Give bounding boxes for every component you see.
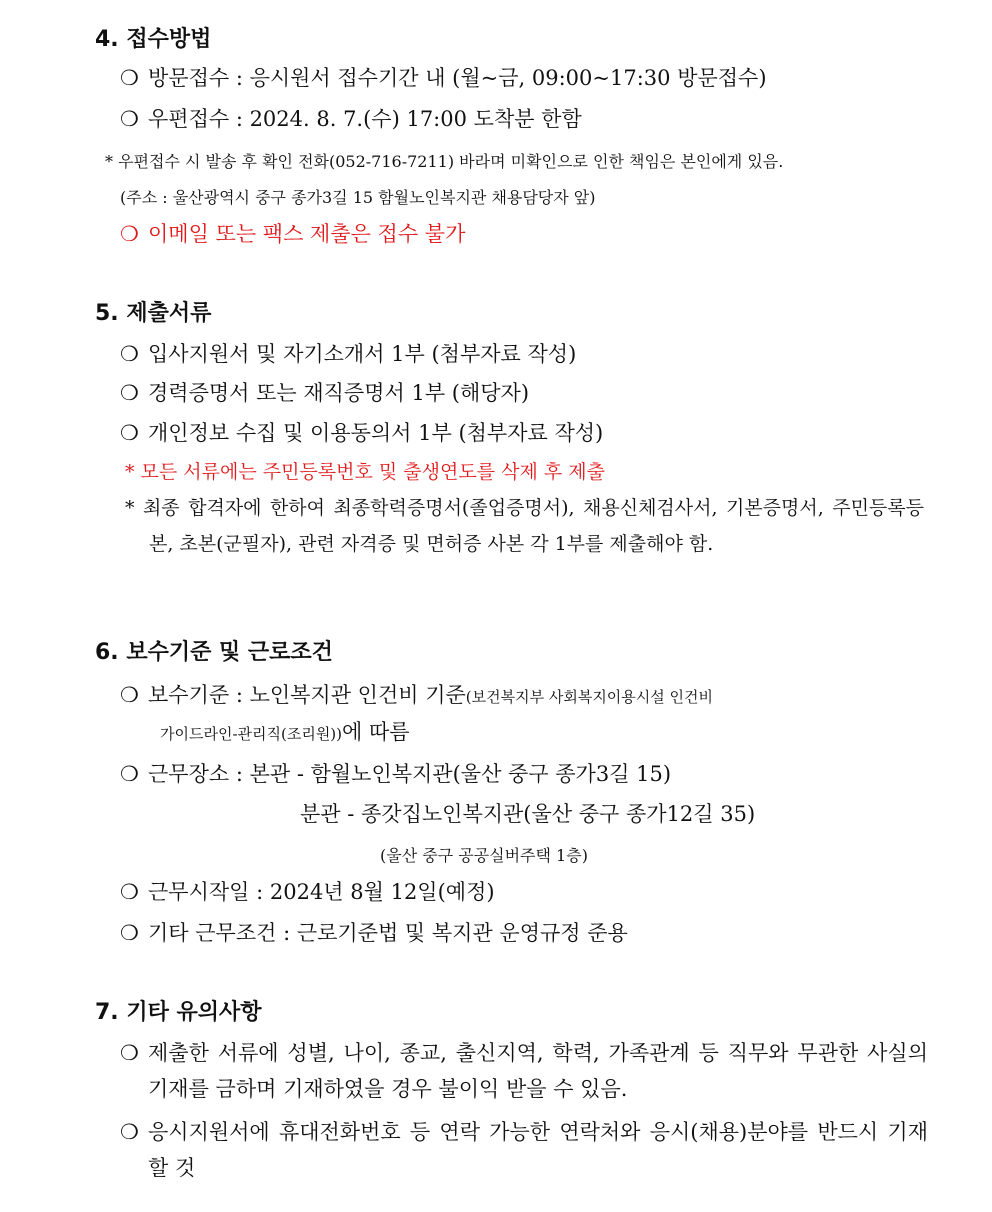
- section-6-title: 6. 보수기준 및 근로조건: [95, 640, 333, 665]
- doc-item: [120, 380, 529, 406]
- post-note: * 우편접수 시 발송 후 확인 전화(052-716-7211) 바라며 미확인으로 인한 책임은 본인에게 있음.: [105, 152, 784, 171]
- circle-bullet-icon: ❍: [120, 222, 139, 246]
- doc-item-text: 입사지원서 및 자기소개서 1부 (첨부자료 작성): [148, 342, 577, 366]
- notice-item-text: 제출한 서류에 성별, 나이, 종교, 출신지역, 학력, 가족관계 등 직무와 무관한 사실의 기재를 금하며 기재하였을 경우 불이익 받을 수 있음.: [148, 1041, 928, 1101]
- circle-bullet-icon: ❍: [120, 880, 139, 904]
- final-applicant-note: * 최종 합격자에 한하여 최종학력증명서(졸업증명서), 채용신체검사서, 기본증명서, 주민등록등본, 초본(군필자), 관련 자격증 및 면허증 사본 각 1부를 제출해야 함.: [125, 497, 924, 555]
- email-fax-warning-text: 이메일 또는 팩스 제출은 접수 불가: [148, 222, 466, 246]
- circle-bullet-icon: ❍: [120, 107, 139, 131]
- email-fax-warning: [120, 221, 465, 247]
- circle-bullet-icon: ❍: [120, 381, 139, 405]
- address: (주소 : 울산광역시 중구 종가3길 15 함월노인복지관 채용담당자 앞): [120, 188, 596, 207]
- pay-standard-source: (보건복지부 사회복지이용시설 인건비: [465, 688, 714, 706]
- work-place-branch-note: (울산 중구 공공실버주택 1층): [380, 846, 588, 865]
- post-submission: [120, 106, 582, 132]
- circle-bullet-icon: ❍: [120, 1120, 139, 1144]
- doc-item: [120, 420, 603, 446]
- other-conditions-text: 기타 근무조건 : 근로기준법 및 복지관 운영규정 준용: [148, 921, 628, 945]
- doc-item-text: 경력증명서 또는 재직증명서 1부 (해당자): [148, 381, 530, 405]
- other-conditions: [120, 920, 628, 946]
- pay-standard-label: 보수기준 : 노인복지관 인건비 기준: [148, 683, 466, 707]
- circle-bullet-icon: ❍: [120, 921, 139, 945]
- pay-standard-source-cont: 가이드라인-관리직(조리원)): [160, 725, 343, 743]
- visit-submission-text: 방문접수 : 응시원서 접수기간 내 (월~금, 09:00~17:30 방문접수): [148, 66, 767, 90]
- notice-item-text: 응시지원서에 휴대전화번호 등 연락 가능한 연락처와 응시(채용)분야를 반드시 기재 할 것: [148, 1120, 928, 1180]
- circle-bullet-icon: ❍: [120, 421, 139, 445]
- circle-bullet-icon: ❍: [120, 683, 139, 707]
- doc-item-text: 개인정보 수집 및 이용동의서 1부 (첨부자료 작성): [148, 421, 604, 445]
- circle-bullet-icon: ❍: [120, 762, 139, 786]
- notice-item: [120, 1035, 928, 1107]
- section-4-title: 4. 접수방법: [95, 27, 212, 52]
- notice-item: [120, 1114, 928, 1186]
- work-place: [120, 761, 671, 787]
- id-number-note: * 모든 서류에는 주민등록번호 및 출생연도를 삭제 후 제출: [125, 461, 605, 483]
- section-7-title: 7. 기타 유의사항: [95, 1000, 262, 1025]
- circle-bullet-icon: ❍: [120, 66, 139, 90]
- circle-bullet-icon: ❍: [120, 342, 139, 366]
- work-place-text: 근무장소 : 본관 - 함월노인복지관(울산 중구 종가3길 15): [148, 762, 672, 786]
- pay-standard-end: 에 따름: [342, 720, 410, 744]
- section-5-title: 5. 제출서류: [95, 301, 212, 326]
- start-date: [120, 879, 495, 905]
- circle-bullet-icon: ❍: [120, 1041, 139, 1065]
- pay-standard-cont: [160, 719, 410, 747]
- visit-submission: [120, 65, 767, 91]
- work-place-branch: 분관 - 종갓집노인복지관(울산 중구 종가12길 35): [300, 802, 756, 826]
- doc-item: [120, 341, 576, 367]
- pay-standard: [120, 682, 713, 710]
- post-submission-text: 우편접수 : 2024. 8. 7.(수) 17:00 도착분 한함: [148, 107, 582, 131]
- start-date-text: 근무시작일 : 2024년 8월 12일(예정): [148, 880, 495, 904]
